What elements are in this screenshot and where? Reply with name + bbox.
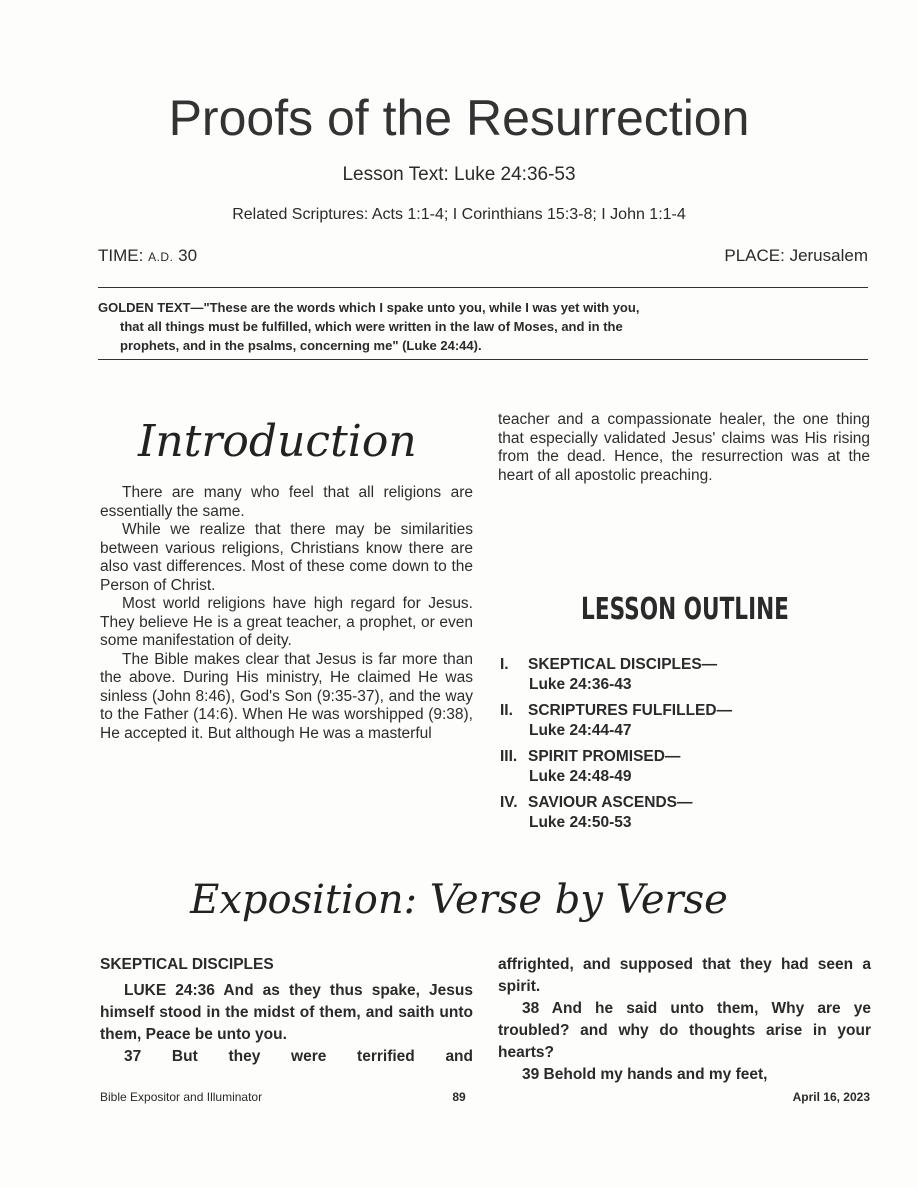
lesson-text: Lesson Text: Luke 24:36-53 — [342, 164, 576, 185]
publication-name: Bible Expositor and Illuminator — [100, 1090, 263, 1104]
intro-paragraph: Most world religions have high regard for Jesus. They believe He is a great teacher, a prophet, or even some manifestation of deity. — [100, 595, 473, 649]
outline-item: II. SCRIPTURES FULFILLED— Luke 24:44-47 — [500, 702, 733, 739]
lesson-outline — [500, 655, 860, 839]
issue-date: April 16, 2023 — [792, 1090, 870, 1104]
place-label: PLACE: Jerusalem — [724, 246, 868, 265]
outline-item: I. SKEPTICAL DISCIPLES— Luke 24:36-43 — [500, 656, 718, 693]
divider-top — [98, 287, 868, 288]
introduction-heading: Introduction — [138, 416, 417, 467]
outline-item: IV. SAVIOUR ASCENDS— Luke 24:50-53 — [500, 794, 693, 831]
introduction-continued: teacher and a compassionate healer, the one thing that especially validated Jesus' claims was His rising from the dead. Hence, the resurrection was at the heart of all apostolic preaching. — [498, 411, 870, 484]
verse-37: 37 But they were terrified and — [124, 1048, 473, 1065]
exposition-right-column — [498, 954, 871, 1086]
verse-38: 38 And he said unto them, Why are ye troubled? and why do thoughts arise in your hearts? — [498, 1000, 871, 1061]
outline-item: III. SPIRIT PROMISED— Luke 24:48-49 — [500, 748, 681, 785]
time-era: A.D. — [148, 250, 174, 264]
golden-text: GOLDEN TEXT—"These are the words which I spake unto you, while I was yet with you, that all things must be fulfilled, which were written in the law of Moses, and in the prophets, and in the psalms, concerning me" (Luke 24:44). — [98, 300, 640, 353]
verse-36: LUKE 24:36 And as they thus spake, Jesus himself stood in the midst of them, and saith unto them, Peace be unto you. — [100, 982, 473, 1043]
introduction-body — [100, 484, 473, 743]
section-heading: SKEPTICAL DISCIPLES — [100, 956, 274, 973]
intro-paragraph: The Bible makes clear that Jesus is far more than the above. During His ministry, He claimed He was sinless (John 8:46), God's Son (9:35-37), and the way to the Father (14:6). When He was worshipped (9:38), He accepted it. But although He was a masterful — [100, 650, 473, 742]
related-scriptures: Related Scriptures: Acts 1:1-4; I Corinthians 15:3-8; I John 1:1-4 — [232, 206, 686, 223]
verse-37-continued: affrighted, and supposed that they had seen a spirit. — [498, 956, 871, 995]
page-number: 89 — [452, 1090, 466, 1104]
intro-paragraph: There are many who feel that all religions are essentially the same. — [100, 484, 473, 520]
exposition-left-column — [100, 954, 473, 1068]
lesson-outline-title: LESSON OUTLINE — [581, 592, 789, 627]
exposition-heading: Exposition: Verse by Verse — [190, 877, 728, 923]
verse-39: 39 Behold my hands and my feet, — [522, 1066, 768, 1083]
divider-bottom — [98, 359, 868, 360]
page-title: Proofs of the Resurrection — [168, 90, 750, 146]
intro-paragraph: While we realize that there may be similarities between various religions, Christians know there are also vast differences. Most of these come down to the Person of Christ. — [100, 521, 473, 594]
time-label: TIME: A.D. 30 — [98, 246, 198, 265]
